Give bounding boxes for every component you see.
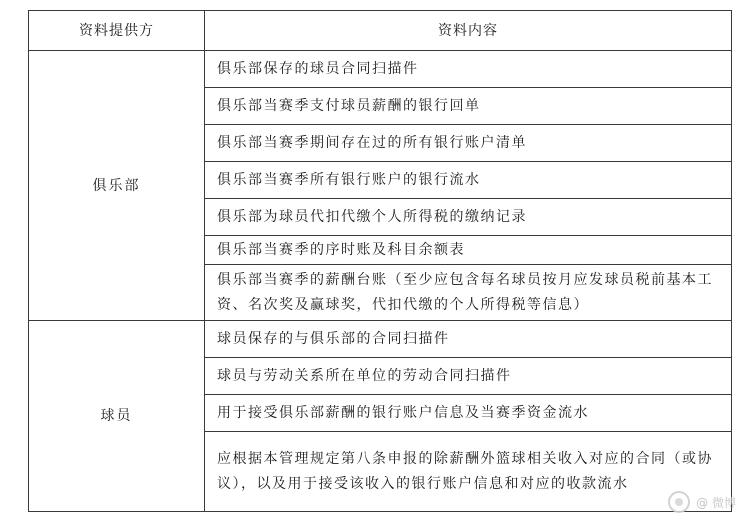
content-item: 球员保存的与俱乐部的合同扫描件 [205, 321, 732, 358]
content-item: 俱乐部当赛季期间存在过的所有银行账户清单 [205, 125, 732, 162]
content-item: 俱乐部为球员代扣代缴个人所得税的缴纳记录 [205, 199, 732, 236]
provider-player: 球员 [29, 321, 205, 512]
watermark [668, 491, 736, 513]
content-item: 俱乐部当赛季的序时账及科目余额表 [205, 236, 732, 265]
watermark-text: @ 微博 [696, 495, 736, 510]
content-item: 俱乐部当赛季支付球员薪酬的银行回单 [205, 88, 732, 125]
content-item: 俱乐部当赛季的薪酬台账（至少应包含每名球员按月应发球员税前基本工资、名次奖及赢球奖，代扣代缴的个人所得税等信息） [205, 265, 732, 321]
content-item: 应根据本管理规定第八条申报的除薪酬外篮球相关收入对应的合同（或协议），以及用于接受该收入的银行账户信息和对应的收款流水 [205, 432, 732, 512]
content-item: 俱乐部保存的球员合同扫描件 [205, 51, 732, 88]
content-item: 用于接受俱乐部薪酬的银行账户信息及当赛季资金流水 [205, 395, 732, 432]
content-item: 俱乐部当赛季所有银行账户的银行流水 [205, 162, 732, 199]
materials-table [28, 10, 732, 512]
provider-club: 俱乐部 [29, 51, 205, 321]
table-header-row [29, 11, 732, 51]
content-item: 球员与劳动关系所在单位的劳动合同扫描件 [205, 358, 732, 395]
header-provider: 资料提供方 [29, 11, 205, 51]
table-row [29, 51, 732, 88]
header-content: 资料内容 [205, 11, 732, 51]
table-row [29, 321, 732, 358]
weibo-logo-icon [668, 491, 690, 513]
